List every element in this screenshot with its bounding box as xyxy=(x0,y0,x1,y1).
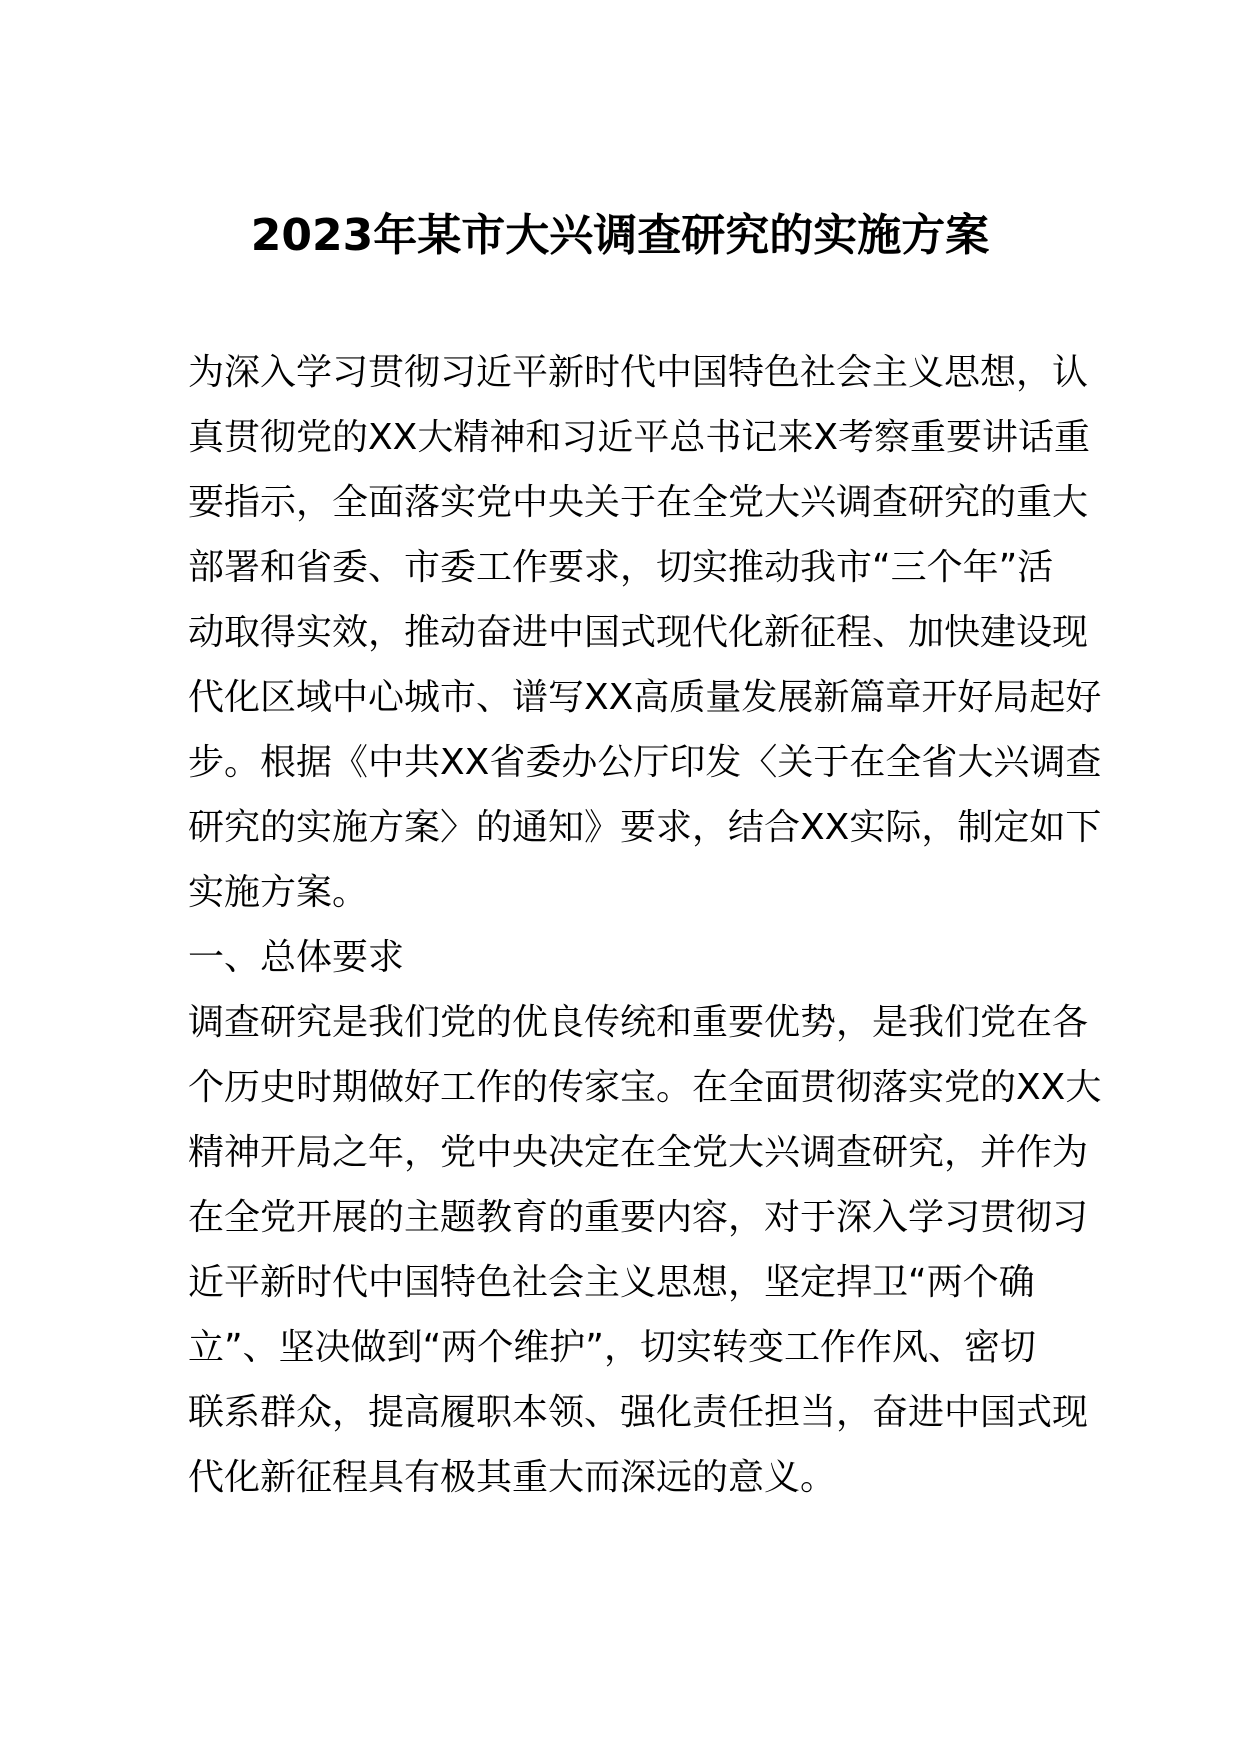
section-line: 联系群众，提高履职本领、强化责任担当，奋进中国式现 xyxy=(188,1392,1089,1433)
section-line: 精神开局之年，党中央决定在全党大兴调查研究，并作为 xyxy=(188,1132,1089,1173)
intro-line: 部署和省委、市委工作要求，切实推动我市“三个年”活 xyxy=(188,547,1054,588)
intro-line: 真贯彻党的XX大精神和习近平总书记来X考察重要讲话重 xyxy=(188,417,1090,458)
section-line: 在全党开展的主题教育的重要内容，对于深入学习贯彻习 xyxy=(188,1197,1089,1238)
intro-line: 代化区域中心城市、谱写XX高质量发展新篇章开好局起好 xyxy=(188,677,1102,718)
intro-line: 研究的实施方案〉的通知》要求，结合XX实际，制定如下 xyxy=(188,807,1102,848)
intro-line: 要指示，全面落实党中央关于在全党大兴调查研究的重大 xyxy=(188,482,1089,523)
section-line: 立”、坚决做到“两个维护”，切实转变工作作风、密切 xyxy=(188,1327,1036,1368)
section-line: 近平新时代中国特色社会主义思想，坚定捍卫“两个确 xyxy=(188,1262,1035,1303)
intro-line: 实施方案。 xyxy=(188,872,369,913)
section-line: 调查研究是我们党的优良传统和重要优势，是我们党在各 xyxy=(188,1002,1089,1043)
intro-line: 动取得实效，推动奋进中国式现代化新征程、加快建设现 xyxy=(188,612,1089,653)
section-line: 代化新征程具有极其重大而深远的意义。 xyxy=(188,1457,837,1498)
section-heading: 一、总体要求 xyxy=(188,937,405,978)
section-line: 个历史时期做好工作的传家宝。在全面贯彻落实党的XX大 xyxy=(188,1067,1102,1108)
intro-paragraph xyxy=(188,340,1102,1510)
intro-line: 为深入学习贯彻习近平新时代中国特色社会主义思想，认 xyxy=(188,352,1089,393)
intro-line: 步。根据《中共XX省委办公厅印发〈关于在全省大兴调查 xyxy=(188,742,1102,783)
document-title: 2023年某市大兴调查研究的实施方案 xyxy=(250,210,990,261)
